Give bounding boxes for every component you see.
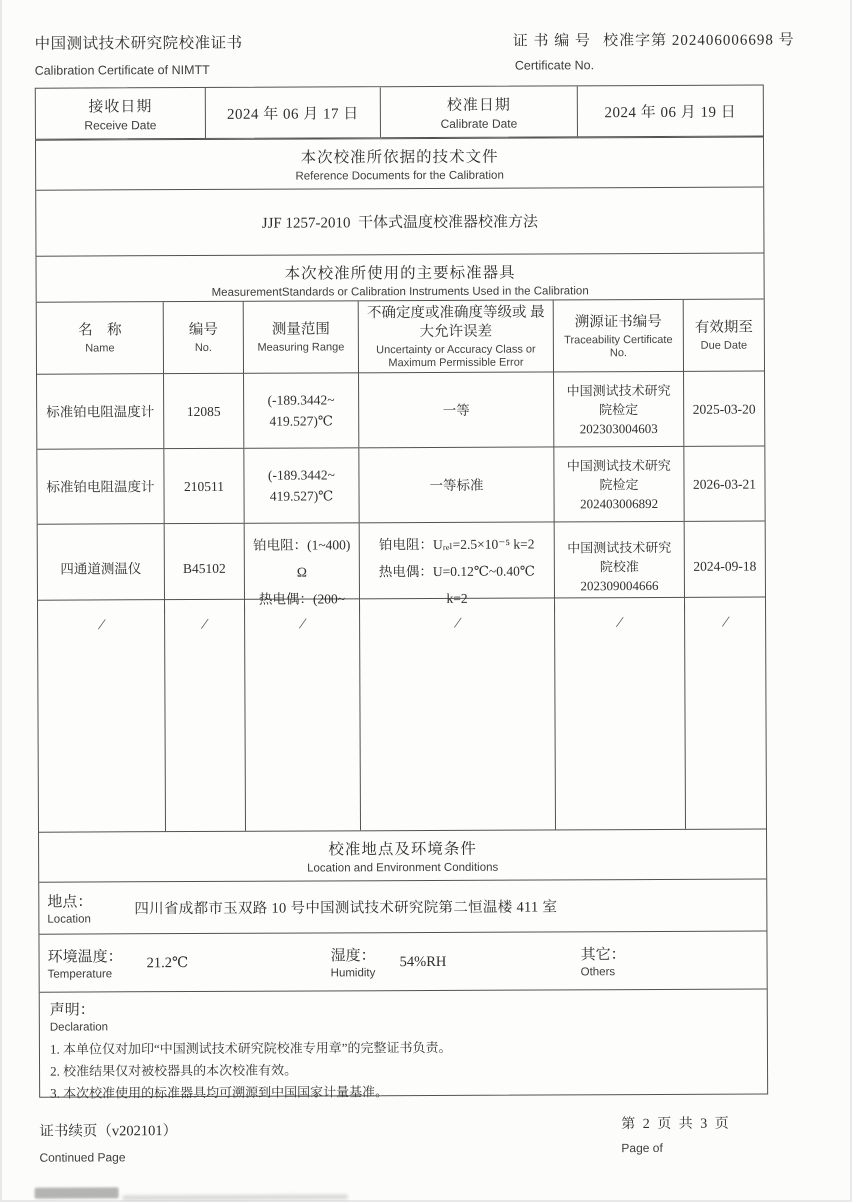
- calibrate-date-label-cn: 校准日期: [446, 97, 511, 114]
- standards-column-header-row: [37, 300, 764, 375]
- declaration-item-1: 1. 本单位仅对加印“中国测试技术研究院校准专用章”的完整证书负责。: [49, 1039, 452, 1057]
- header-right: [513, 28, 795, 75]
- receive-date-value: 2024 年 06 月 17 日: [226, 105, 359, 123]
- others-group: [572, 943, 766, 979]
- standards-header: [36, 254, 763, 303]
- reference-docs-content-row: [36, 188, 763, 257]
- standards-row-2: [37, 447, 764, 525]
- temperature-label-cn: 环境温度：: [47, 949, 123, 966]
- col-due-cn: 有效期至: [694, 319, 753, 336]
- col-traceability-cn: 溯源证书编号: [574, 313, 662, 330]
- row3-uncertainty-line2: 热电偶：U=0.12℃~0.40℃: [378, 563, 535, 580]
- location-row: [39, 880, 766, 935]
- row1-range-line2: 419.527)℃: [269, 413, 333, 429]
- row3-uncertainty-line1: 铂电阻：Uᵣₑₗ=2.5×10⁻⁵ k=2: [378, 536, 535, 553]
- reference-docs-title-en: Reference Documents for the Calibration: [295, 169, 504, 183]
- row3-range-line3: 热电偶：(200~: [258, 591, 346, 607]
- slash-due: /: [721, 613, 729, 631]
- date-table: [35, 85, 764, 140]
- declaration-label-cn: 声明：: [49, 1002, 95, 1019]
- row1-range-line1: (-189.3442~: [267, 392, 335, 408]
- footer-left: [39, 1119, 177, 1165]
- slash-uncertainty: /: [453, 614, 461, 633]
- receive-date-value-cell: [206, 87, 381, 138]
- document-title-cn: 中国测试技术研究院校准证书: [34, 34, 243, 53]
- row3-no: B45102: [182, 560, 226, 577]
- main-table: [35, 137, 768, 1101]
- location-section-header: [39, 830, 766, 883]
- calibrate-date-label-en: Calibrate Date: [440, 116, 518, 131]
- row2-range-line2: 419.527)℃: [269, 488, 334, 504]
- col-header-traceability: [554, 300, 684, 373]
- col-no-en: No.: [194, 341, 212, 355]
- temperature-label-en: Temperature: [47, 968, 113, 981]
- others-label-en: Others: [580, 966, 616, 979]
- col-range-en: Measuring Range: [257, 341, 345, 354]
- scan-artifact-streak: [123, 1194, 348, 1200]
- header-left: [35, 31, 243, 78]
- col-name-cn: 名 称: [78, 322, 122, 339]
- row3-trace-line2: 院校准: [599, 559, 639, 575]
- temperature-group: [40, 944, 323, 980]
- standards-row-1: [37, 372, 764, 450]
- slash-no: /: [201, 615, 209, 634]
- row1-no: 12085: [186, 403, 221, 419]
- col-header-name: [37, 302, 164, 375]
- row3-due: 2024-09-18: [693, 558, 757, 574]
- calibrate-date-value-cell: [578, 86, 763, 137]
- col-uncertainty-cn: 不确定度或准确度等级或 最大允许误差: [366, 304, 545, 341]
- slash-name: /: [97, 616, 105, 634]
- row3-uncertainty-line3: k=2: [446, 590, 468, 606]
- col-traceability-en: Traceability Certificate No.: [564, 333, 673, 359]
- humidity-value: 54%RH: [399, 953, 447, 971]
- cert-no-label-en: Certificate No.: [514, 58, 595, 73]
- row1-due: 2025-03-20: [692, 401, 756, 417]
- location-value: 四川省成都市玉双路 10 号中国测试技术研究院第二恒温楼 411 室: [134, 899, 558, 918]
- location-title-en: Location and Environment Conditions: [307, 861, 499, 875]
- receive-date-label-cell: [36, 88, 206, 139]
- header: [35, 28, 795, 77]
- row2-trace-line1: 中国测试技术研究: [566, 457, 671, 473]
- row3-range-line1: 铂电阻：(1~400): [253, 537, 351, 553]
- environment-row: [39, 932, 766, 993]
- location-title-cn: 校准地点及环境条件: [328, 840, 477, 859]
- cert-no-value: 校准字第 202406006698 号: [603, 32, 795, 50]
- row1-trace-line2: 院检定: [599, 401, 639, 417]
- row1-uncertainty: 一等: [442, 402, 470, 418]
- declaration-label-en: Declaration: [49, 1021, 109, 1034]
- humidity-label-cn: 湿度：: [330, 948, 376, 965]
- calibrate-date-label-cell: [381, 86, 578, 137]
- humidity-group: [323, 943, 573, 979]
- col-uncertainty-en: Uncertainty or Accuracy Class or Maximum Permissible Error: [376, 343, 536, 370]
- row1-trace-line3: 202303004603: [579, 420, 658, 436]
- col-range-cn: 测量范围: [271, 321, 330, 338]
- document-title-en: Calibration Certificate of NIMTT: [34, 62, 210, 78]
- humidity-label-en: Humidity: [330, 967, 376, 980]
- col-no-cn: 编号: [188, 321, 218, 339]
- page-number-cn: 第 2 页 共 3 页: [621, 1116, 731, 1133]
- declaration-section: [40, 990, 767, 1101]
- slash-traceability: /: [616, 613, 624, 632]
- receive-date-label-cn: 接收日期: [88, 98, 153, 115]
- location-label-en: Location: [47, 913, 91, 926]
- row3-trace-line3: 202309004666: [580, 577, 659, 594]
- others-label-cn: 其它：: [580, 947, 626, 964]
- row2-range-line1: (-189.3442~: [267, 467, 335, 483]
- calibrate-date-value: 2024 年 06 月 19 日: [604, 104, 737, 121]
- row1-trace-line1: 中国测试技术研究: [566, 382, 671, 398]
- row2-trace-line3: 202403006892: [580, 495, 659, 511]
- col-due-en: Due Date: [700, 339, 748, 352]
- receive-date-label-en: Receive Date: [84, 117, 157, 132]
- slash-range: /: [298, 615, 306, 633]
- row2-uncertainty: 一等标准: [429, 477, 484, 493]
- row2-name: 标准铂电阻温度计: [46, 478, 155, 495]
- col-name-en: Name: [85, 342, 115, 355]
- declaration-item-2: 2. 校准结果仅对被校器具的本次校准有效。: [50, 1062, 298, 1079]
- certificate-page: [2, 0, 850, 1200]
- cert-no-label-cn: 证 书 编 号: [512, 33, 592, 50]
- row1-name: 标准铂电阻温度计: [46, 403, 155, 420]
- reference-docs-header: [36, 138, 763, 191]
- location-label-cn: 地点：: [47, 894, 93, 911]
- footer-right: [621, 1113, 731, 1155]
- col-header-due: [684, 300, 764, 372]
- continued-page-label-en: Continued Page: [39, 1150, 126, 1165]
- row3-trace-line1: 中国测试技术研究: [567, 539, 672, 556]
- row2-trace-line2: 院检定: [599, 476, 639, 492]
- col-header-no: [164, 302, 244, 374]
- row3-range-line2: Ω: [296, 564, 307, 580]
- reference-document: JJF 1257-2010 干体式温度校准器校准方法: [261, 214, 539, 232]
- continued-page-label-cn: 证书续页（v202101）: [39, 1123, 178, 1140]
- scan-artifact-smudge: [35, 1187, 119, 1198]
- standards-title-en: MeasurementStandards or Calibration Instruments Used in the Calibration: [211, 285, 589, 299]
- temperature-value: 21.2℃: [146, 955, 189, 972]
- reference-docs-title-cn: 本次校准所依据的技术文件: [300, 148, 499, 167]
- standards-title-cn: 本次校准所使用的主要标准器具: [284, 264, 516, 283]
- page-number-en: Page of: [621, 1140, 663, 1156]
- standards-empty-row: [38, 598, 766, 833]
- standards-row-3: [38, 522, 765, 607]
- col-header-uncertainty: [359, 300, 554, 373]
- col-header-range: [244, 301, 359, 374]
- declaration-item-3: 3. 本次校准使用的标准器具均可溯源到中国国家计量基准。: [50, 1084, 389, 1101]
- row3-name: 四通道测温仪: [60, 561, 142, 577]
- row2-no: 210511: [183, 478, 225, 494]
- row2-due: 2026-03-21: [692, 476, 757, 492]
